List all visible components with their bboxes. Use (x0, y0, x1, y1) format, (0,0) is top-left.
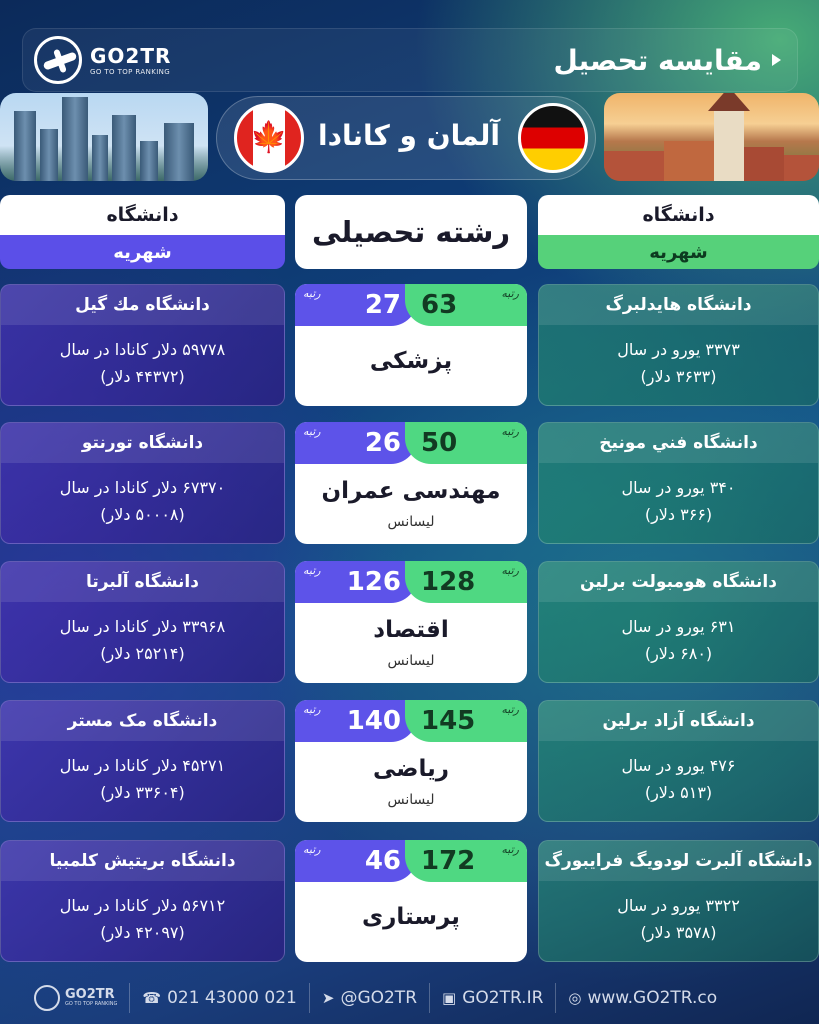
field-name: اقتصاد (373, 617, 449, 643)
footer (22, 972, 798, 1024)
rank-label: رتبه (501, 843, 519, 856)
left-university-heading: دانشگاه (0, 195, 285, 235)
footer-brand-tagline: GO TO TOP RANKING (65, 1001, 118, 1007)
germany-city-photo (604, 93, 819, 181)
germany-university-card (538, 840, 819, 962)
rank-value: 145 (421, 706, 476, 736)
brand-logo (34, 36, 184, 84)
rank-value: 26 (364, 428, 401, 458)
footer-brand-name: GO2TR (65, 987, 115, 1002)
instagram-icon: ▣ (442, 989, 457, 1007)
tuition-local: ۳۳۷۳ یورو در سال (617, 340, 740, 359)
right-tuition-heading: شهریه (538, 235, 819, 269)
germany-column-header (538, 195, 819, 269)
canada-university-card (0, 561, 285, 683)
maple-leaf-icon: 🍁 (250, 120, 288, 155)
field-name: پزشکی (369, 348, 453, 374)
comparison-row (0, 840, 819, 964)
canada-rank-badge (295, 284, 417, 326)
rank-label: رتبه (303, 843, 321, 856)
tuition-local: ۴۷۶ یورو در سال (621, 756, 736, 775)
globe-icon: ◎ (568, 989, 582, 1007)
left-tuition-heading: شهریه (0, 235, 285, 269)
rank-label: رتبه (303, 425, 321, 438)
field-of-study-heading: رشته تحصیلی (295, 195, 527, 269)
footer-logo (22, 983, 130, 1013)
canada-flag-icon (234, 103, 304, 173)
germany-rank-badge (405, 284, 527, 326)
canada-university-card (0, 422, 285, 544)
university-name: دانشگاه فني مونيخ (539, 423, 818, 463)
tuition-local: ۶۳۱ یورو در سال (621, 617, 736, 636)
tuition-local: ۳۴۰ یورو در سال (621, 478, 736, 497)
page-title-text: مقایسه تحصیل (553, 43, 762, 77)
tuition-local: ۳۳۲۲ یورو در سال (617, 896, 740, 915)
tuition-usd: (۳۶۳۳ دلار) (640, 367, 717, 386)
university-name: دانشگاه بريتيش كلمبيا (1, 841, 284, 881)
telegram-icon: ➤ (321, 989, 335, 1007)
rank-label: رتبه (501, 425, 519, 438)
telegram-handle: @GO2TR (340, 988, 418, 1008)
comparison-row (0, 700, 819, 824)
field-name: پرستاری (362, 904, 460, 930)
rank-value: 27 (364, 290, 401, 320)
footer-phone[interactable] (130, 983, 309, 1013)
field-name: مهندسی عمران (321, 478, 501, 504)
canada-column-header (0, 195, 285, 269)
germany-university-card (538, 700, 819, 822)
comparison-row (0, 284, 819, 408)
tuition-local: ۶۷۳۷۰ دلار کانادا در سال (59, 478, 226, 497)
tuition-usd: (۵۱۳ دلار) (644, 783, 713, 802)
field-name: رياضی (372, 756, 449, 782)
tuition-usd: (۳۵۷۸ دلار) (640, 923, 717, 942)
canada-rank-badge (295, 561, 417, 603)
tuition-usd: (۳۶۶ دلار) (644, 505, 713, 524)
footer-telegram[interactable] (310, 983, 430, 1013)
germany-rank-badge (405, 840, 527, 882)
rank-value: 172 (421, 846, 476, 876)
germany-flag-icon (518, 103, 588, 173)
germany-rank-badge (405, 700, 527, 742)
rank-value: 140 (346, 706, 401, 736)
instagram-handle: GO2TR.IR (462, 988, 544, 1008)
plane-logo-icon (34, 36, 82, 84)
plane-logo-icon (34, 985, 60, 1011)
footer-instagram[interactable] (430, 983, 556, 1013)
canada-university-card (0, 284, 285, 406)
footer-website[interactable] (556, 983, 729, 1013)
field-card (295, 700, 527, 822)
university-name: دانشگاه آزاد برلين (539, 701, 818, 741)
field-card (295, 561, 527, 683)
canada-rank-badge (295, 840, 417, 882)
canada-university-card (0, 840, 285, 962)
rank-value: 46 (364, 846, 401, 876)
canada-rank-badge (295, 422, 417, 464)
university-name: دانشگاه تورنتو (1, 423, 284, 463)
germany-university-card (538, 284, 819, 406)
university-name: دانشگاه مک مستر (1, 701, 284, 741)
canada-city-photo (0, 93, 208, 181)
phone-icon: ☎ (142, 989, 162, 1007)
tuition-usd: (۵۰۰۰۸ دلار) (100, 505, 185, 524)
brand-tagline: GO TO TOP RANKING (90, 68, 171, 76)
tuition-usd: (۳۳۶۰۴ دلار) (100, 783, 185, 802)
rank-label: رتبه (501, 564, 519, 577)
tuition-usd: (۶۸۰ دلار) (644, 644, 713, 663)
comparison-row (0, 561, 819, 685)
countries-label: آلمان و کانادا (318, 118, 500, 152)
university-name: دانشگاه هومبولت برلين (539, 562, 818, 602)
brand-name: GO2TR (90, 44, 172, 68)
tuition-local: ۵۶۷۱۲ دلار کانادا در سال (59, 896, 226, 915)
comparison-row (0, 422, 819, 546)
university-name: دانشگاه آلبرت لودویگ فرايبورگ (539, 841, 818, 881)
field-card (295, 840, 527, 962)
right-university-heading: دانشگاه (538, 195, 819, 235)
germany-rank-badge (405, 561, 527, 603)
tuition-local: ۵۹۷۷۸ دلار کانادا در سال (59, 340, 226, 359)
germany-university-card (538, 422, 819, 544)
university-name: دانشگاه مك گيل (1, 285, 284, 325)
rank-label: رتبه (501, 287, 519, 300)
rank-label: رتبه (303, 564, 321, 577)
germany-university-card (538, 561, 819, 683)
triangle-bullet-icon (772, 54, 781, 66)
rank-value: 128 (421, 567, 476, 597)
rank-label: رتبه (303, 703, 321, 716)
degree-label: لیسانس (387, 653, 435, 669)
rank-value: 50 (421, 428, 458, 458)
rank-value: 126 (346, 567, 401, 597)
tuition-local: ۳۳۹۶۸ دلار کانادا در سال (59, 617, 226, 636)
rank-value: 63 (421, 290, 458, 320)
degree-label: لیسانس (387, 514, 435, 530)
rank-label: رتبه (303, 287, 321, 300)
degree-label: لیسانس (387, 792, 435, 808)
website-url: www.GO2TR.co (587, 988, 718, 1008)
tuition-usd: (۲۵۲۱۴ دلار) (100, 644, 185, 663)
canada-rank-badge (295, 700, 417, 742)
germany-rank-badge (405, 422, 527, 464)
university-name: دانشگاه آلبرتا (1, 562, 284, 602)
tuition-usd: (۴۴۳۷۲ دلار) (100, 367, 185, 386)
phone-number: 021 43000 021 (167, 988, 297, 1008)
tuition-usd: (۴۲۰۹۷ دلار) (100, 923, 185, 942)
field-card (295, 284, 527, 406)
field-card (295, 422, 527, 544)
rank-label: رتبه (501, 703, 519, 716)
canada-university-card (0, 700, 285, 822)
university-name: دانشگاه هايدلبرگ (539, 285, 818, 325)
page-title (554, 42, 781, 78)
tuition-local: ۴۵۲۷۱ دلار کانادا در سال (59, 756, 226, 775)
